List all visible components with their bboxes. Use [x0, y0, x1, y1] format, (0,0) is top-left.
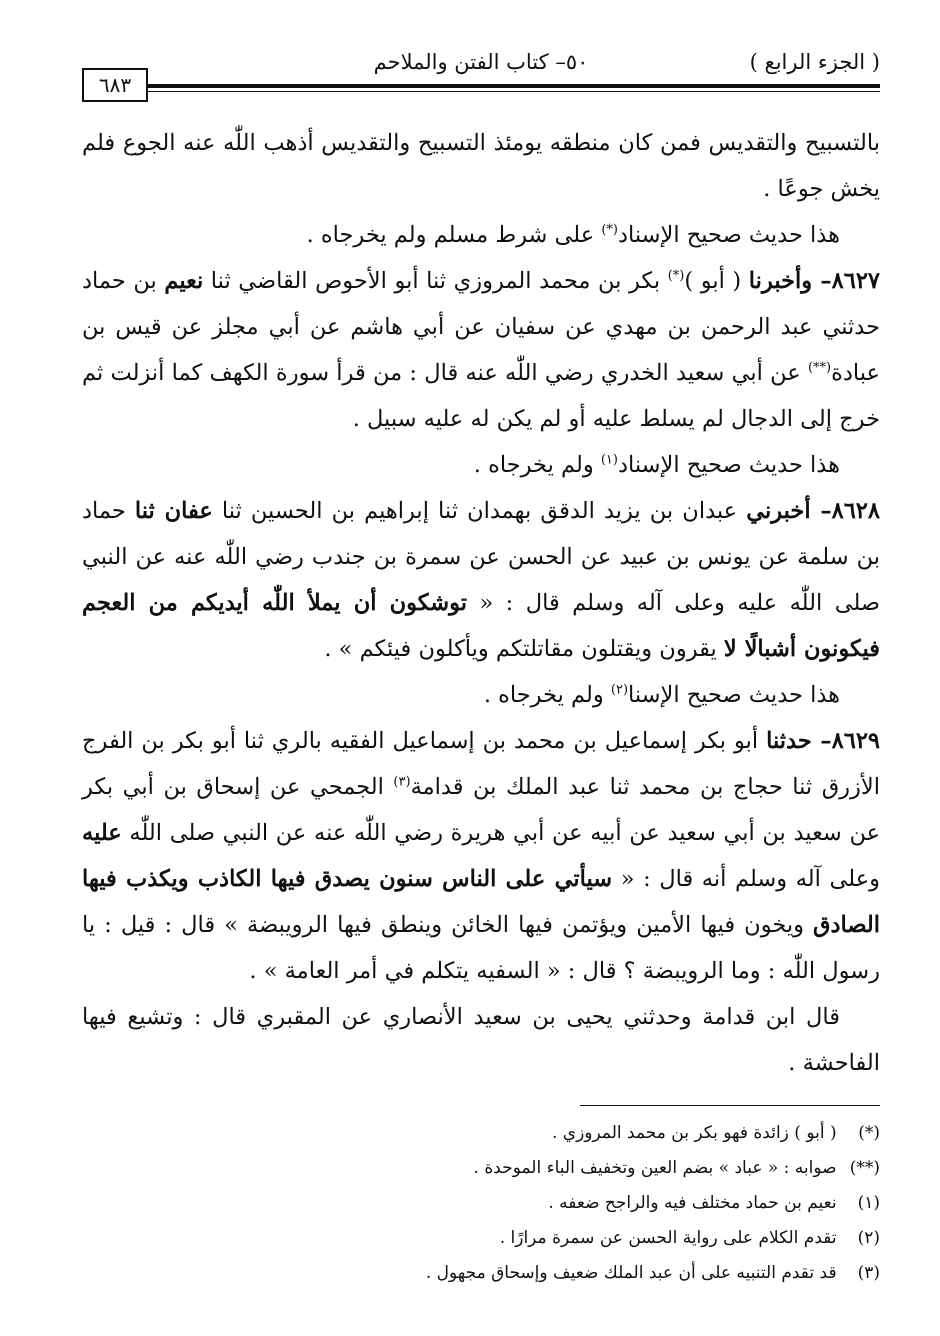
header-rule-thin [142, 91, 880, 92]
footnote-text: نعيم بن حماد مختلف فيه والراجح ضعفه . [548, 1193, 837, 1213]
header-rule-thick [142, 84, 880, 88]
hadith-number: ٨٦٢٩– [811, 728, 880, 754]
footnote-ref: (*) [601, 222, 618, 238]
footnote-ref: (٢) [610, 682, 629, 698]
footnote-separator [580, 1105, 880, 1106]
grading-note: هذا حديث صحيح الإسنا$^{(٢)}$ ولم يخرجاه . [483, 682, 840, 708]
footnote-item [82, 1116, 880, 1151]
hadith-number: ٨٦٢٧– [812, 268, 880, 294]
footnote-mark: (**) [849, 1158, 880, 1178]
footnotes [82, 1116, 880, 1291]
volume-title: ( الجزء الرابع ) [749, 50, 880, 74]
footnote-ref: (**) [807, 360, 832, 376]
footnote-mark: (٢) [857, 1228, 880, 1248]
hadith-number: ٨٦٢٨– [810, 498, 880, 524]
footnote-item [82, 1151, 880, 1186]
hadith-8628: ٨٦٢٨– أخبرني عبدان بن يزيد الدقق بهمدان ثنا إبراهيم بن الحسين ثنا عفان ثنا حماد بن سلمة عن يونس بن عبيد عن الحسن عن سمرة بن جندب رضي اللّٰه عنه عن النبي صلى اللّٰه عليه وعلى آله وسلم قال : « توشكون أن يملأ اللّٰه أيديكم من العجم فيكونون أشبالًا لا يقرون ويقتلون مقاتلتكم ويأكلون فيئكم » . [82, 498, 881, 662]
paragraph-continuation: بالتسبيح والتقديس فمن كان منطقه يومئذ التسبيح والتقديس أذهب اللّٰه عنه الجوع فلم يخش جوعًا . [82, 130, 880, 202]
page-header [82, 50, 880, 110]
page-number-box: ٦٨٣ [82, 68, 148, 102]
footnote-mark: (١) [857, 1193, 880, 1213]
hadith-8627: ٨٦٢٧– وأخبرنا ( أبو )(*) بكر بن محمد المروزي ثنا أبو الأحوص القاضي ثنا نعيم بن حماد حدثني عبد الرحمن بن مهدي عن سفيان عن أبي هاشم عن أبي مجلز عن قيس بن عبادة(**) عن أبي سعيد الخدري رضي اللّٰه عنه قال : من قرأ سورة الكهف كما أنزلت ثم خرج إلى الدجال لم يسلط عليه أو لم يكن له عليه سبيل . [82, 268, 880, 432]
footnote-ref: (٣) [393, 774, 411, 790]
grading-note: هذا حديث صحيح الإسناد(*) على شرط مسلم ولم يخرجاه . [306, 222, 840, 248]
footnote-text: صوابه : « عباد » بضم العين وتخفيف الباء الموحدة . [473, 1158, 837, 1178]
footnote-ref: (*) [667, 268, 685, 284]
footnote-ref: (١) [600, 452, 618, 468]
footnote-text: تقدم الكلام على رواية الحسن عن سمرة مرارًا . [499, 1228, 837, 1248]
footnote-mark: (٣) [857, 1263, 880, 1283]
footnote-item [82, 1186, 880, 1221]
footnote-text: قد تقدم التنبيه على أن عبد الملك ضعيف وإسحاق مجهول . [425, 1263, 837, 1283]
grading-note: هذا حديث صحيح الإسناد$^{(١)}$ ولم يخرجاه . [473, 452, 840, 478]
narration-note: قال ابن قدامة وحدثني يحيى بن سعيد الأنصاري عن المقبري قال : وتشيع فيها الفاحشة . [82, 1004, 880, 1076]
body-text [82, 120, 880, 1086]
footnote-item [82, 1221, 880, 1256]
chapter-title: ٥٠– كتاب الفتن والملاحم [373, 50, 589, 74]
footnote-item [82, 1256, 880, 1291]
footnote-mark: (*) [858, 1123, 880, 1143]
hadith-8629: ٨٦٢٩– حدثنا أبو بكر إسماعيل بن محمد بن إسماعيل الفقيه بالري ثنا أبو بكر بن الفرج الأزرق ثنا حجاج بن محمد ثنا عبد الملك بن قدامة$^{(٣)}$ الجمحي عن إسحاق بن أبي بكر عن سعيد بن أبي سعيد عن أبيه عن أبي هريرة رضي اللّٰه عنه عن النبي صلى اللّٰه عليه وعلى آله وسلم أنه قال : « سيأتي على الناس سنون يصدق فيها الكاذب ويكذب فيها الصادق ويخون فيها الأمين ويؤتمن فيها الخائن وينطق فيها الرويبضة » قال : قيل : يا رسول اللّٰه : وما الرويبضة ؟ قال : « السفيه يتكلم في أمر العامة » . [82, 728, 880, 984]
footnote-text: ( أبو ) زائدة فهو بكر بن محمد المروزي . [551, 1123, 837, 1143]
